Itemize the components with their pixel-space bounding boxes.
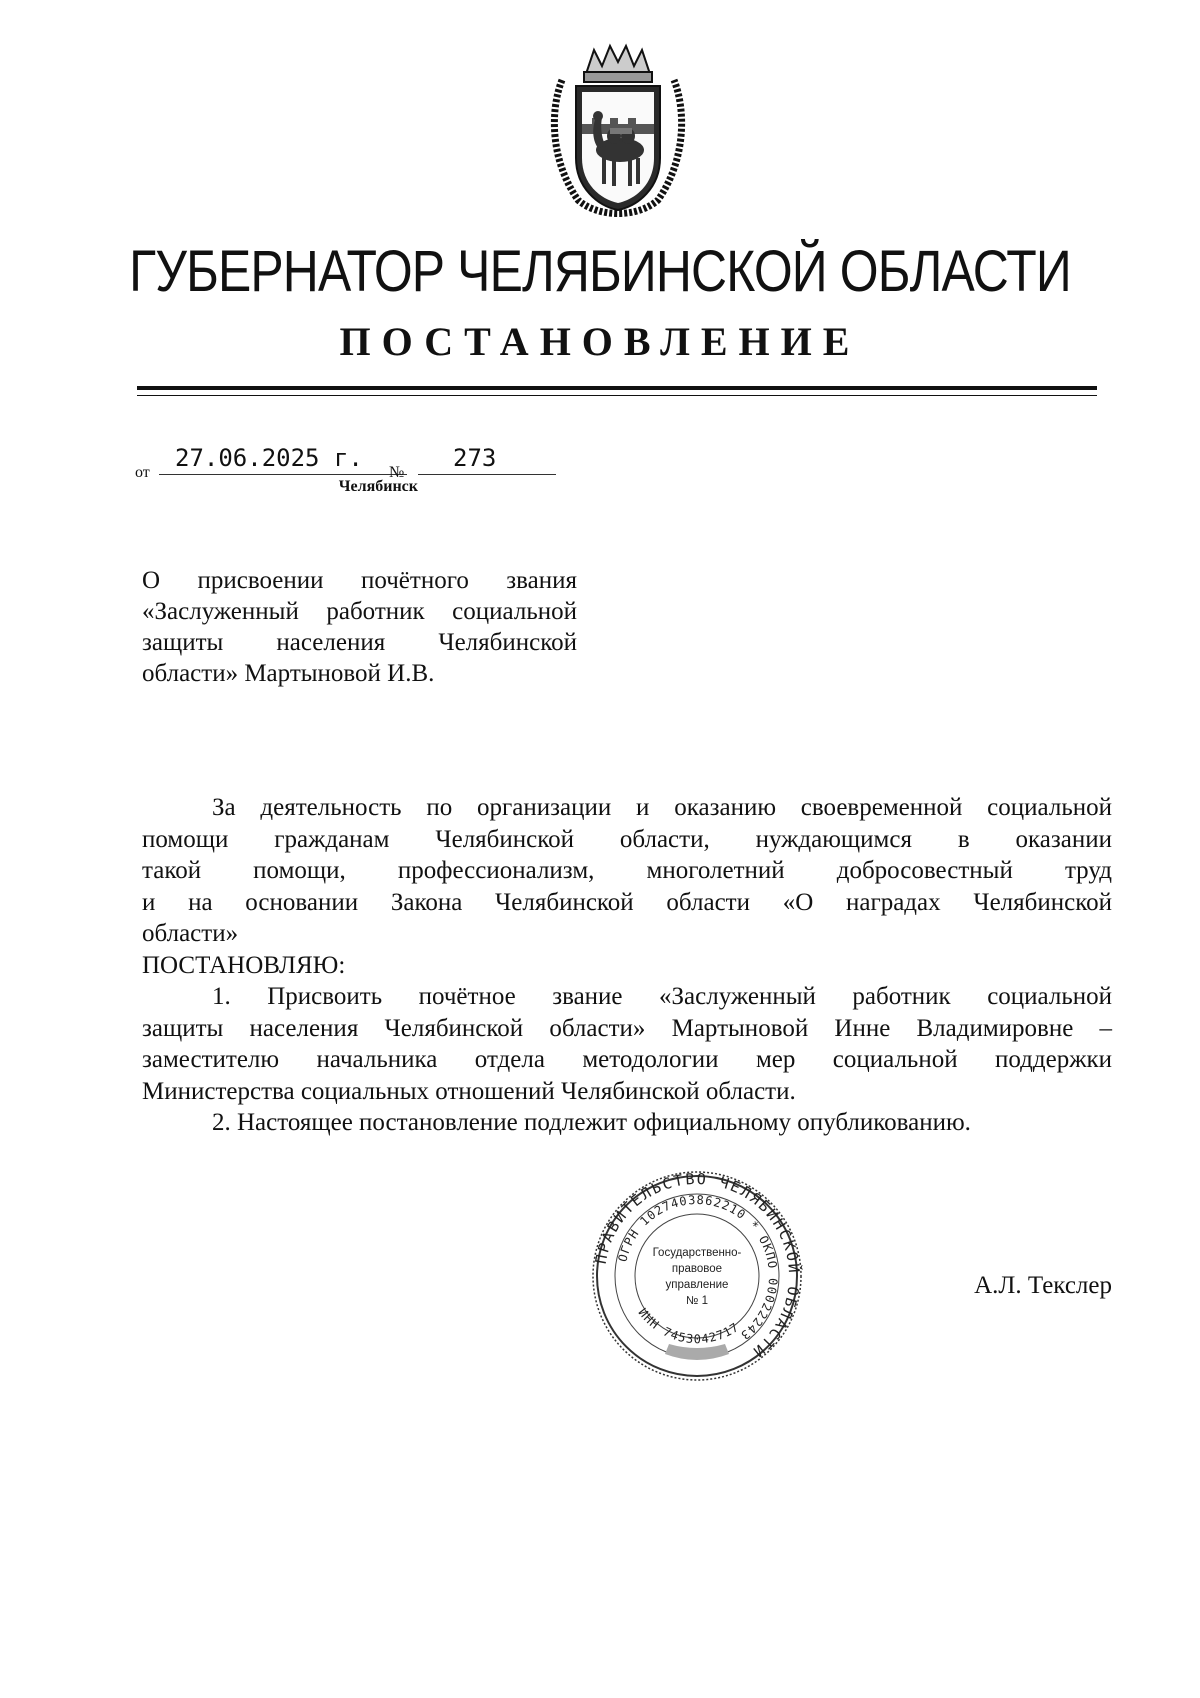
stamp-outer-text: ПРАВИТЕЛЬСТВО ЧЕЛЯБИНСКОЙ ОБЛАСТИ [591, 1170, 803, 1362]
subject-line: «Заслуженный работник социальной [142, 598, 577, 625]
body-line: защиты населения Челябинской области» Мартыновой Инне Владимировне – [142, 1014, 1112, 1042]
document-type: ПОСТАНОВЛЕНИЕ [339, 319, 861, 364]
coat-of-arms-emblem [548, 40, 688, 220]
body-line: такой помощи, профессионализм, многолетний добросовестный труд [142, 857, 1112, 884]
document-number: 273 [453, 444, 497, 472]
body-line: Министерства социальных отношений Челябинской области. [142, 1077, 796, 1105]
stamp-center-line: Государственно- [652, 1247, 742, 1259]
document-body [142, 792, 1112, 1139]
header-rule-thick [137, 386, 1097, 390]
city: Челябинск [338, 478, 418, 495]
header-rule-thin [137, 395, 1097, 396]
org-title: ГУБЕРНАТОР ЧЕЛЯБИНСКОЙ ОБЛАСТИ [129, 239, 1071, 304]
body-line: области» [142, 920, 239, 947]
stamp-center-line: правовое [671, 1263, 723, 1275]
official-stamp [591, 1170, 803, 1382]
subject-line: области» Мартыновой И.В. [142, 660, 435, 687]
number-sign: № [389, 464, 405, 481]
date-underline [159, 474, 407, 475]
subject-line: О присвоении почётного звания [142, 567, 577, 594]
body-line: 1. Присвоить почётное звание «Заслуженный работник социальной [212, 983, 1112, 1010]
body-line: За деятельность по организации и оказанию своевременной социальной [212, 794, 1112, 821]
decree-keyword: ПОСТАНОВЛЯЮ: [142, 951, 346, 979]
document-subject [142, 565, 577, 689]
stamp-center-line: управление [665, 1279, 729, 1291]
stamp-bottom-text: ИНН 7453042717 [635, 1305, 742, 1347]
stamp-center-line: № 1 [686, 1295, 708, 1307]
document-date: 27.06.2025 г. [175, 444, 363, 472]
signer-name: А.Л. Текслер [974, 1272, 1112, 1299]
body-line: заместителю начальника отдела методологии мер социальной поддержки [142, 1046, 1112, 1073]
number-underline [418, 474, 556, 475]
subject-line: защиты населения Челябинской [142, 629, 577, 656]
stamp-inner-text: ОГРН 1027403862210 * ОКПО 00022243 [615, 1192, 781, 1343]
date-prefix: от [135, 464, 150, 481]
body-line: и на основании Закона Челябинской области «О наградах Челябинской [142, 888, 1112, 916]
body-line: 2. Настоящее постановление подлежит официальному опубликованию. [212, 1109, 971, 1136]
body-line: помощи гражданам Челябинской области, нуждающимся в оказании [142, 825, 1112, 853]
date-number-line [135, 440, 595, 480]
